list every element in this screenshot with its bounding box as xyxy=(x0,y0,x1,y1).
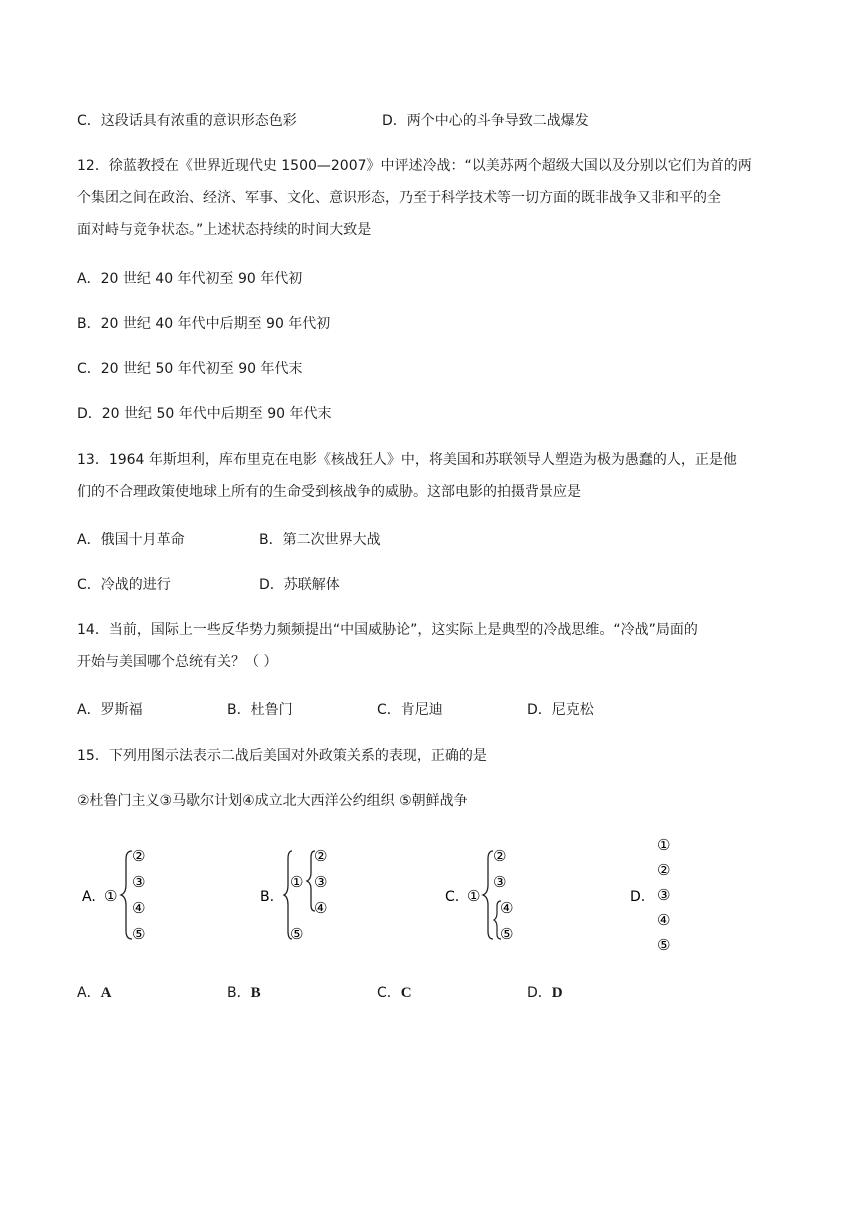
diagram-c-label: C. xyxy=(445,889,460,905)
diagram-a-brace xyxy=(121,851,132,939)
q15-option-d-prefix: D． xyxy=(527,985,552,1001)
diagram-d-n5: ⑤ xyxy=(657,936,671,954)
diagram-b-n4: ④ xyxy=(314,899,328,917)
diagram-a-label: A. xyxy=(82,889,96,905)
q13-option-c: C．冷战的进行 xyxy=(77,577,171,593)
q12-stem-line-2: 个集团之间在政治、经济、军事、文化、意识形态，乃至于科学技术等一切方面的既非战争又非和平的全 xyxy=(77,190,721,206)
q12-stem-line-1: 12．徐蓝教授在《世界近现代史 1500—2007》中评述冷战：“以美苏两个超级大国以及分别以它们为首的两 xyxy=(77,158,752,174)
q14-option-c: C．肯尼迪 xyxy=(377,702,443,718)
diagram-b-n5: ⑤ xyxy=(290,925,304,943)
q15-option-a-prefix: A． xyxy=(77,985,101,1001)
q15-option-d xyxy=(527,983,563,1003)
q13-option-a: A．俄国十月革命 xyxy=(77,532,185,548)
diagram-c-n3: ③ xyxy=(493,873,507,891)
diagram-c-n1: ① xyxy=(467,887,481,905)
q14-option-a: A．罗斯福 xyxy=(77,702,143,718)
diagram-c-n4: ④ xyxy=(500,899,514,917)
q15-option-c-value: C xyxy=(400,985,412,1001)
diagram-c xyxy=(443,835,533,951)
q13-option-b: B．第二次世界大战 xyxy=(259,532,381,548)
q15-option-b xyxy=(227,983,261,1003)
q12-option-a: A．20 世纪 40 年代初至 90 年代初 xyxy=(77,271,303,287)
q11-option-c: C．这段话具有浓重的意识形态色彩 xyxy=(77,113,297,129)
q11-option-d: D．两个中心的斗争导致二战爆发 xyxy=(382,113,589,129)
q13-stem-line-1: 13．1964 年斯坦利，库布里克在电影《核战狂人》中，将美国和苏联领导人塑造为极为愚蠢的人，正是他 xyxy=(77,452,737,468)
q15-option-a-value: A xyxy=(100,985,112,1001)
q14-stem-line-1: 14．当前，国际上一些反华势力频频提出“中国威胁论”，这实际上是典型的冷战思维。“冷战”局面的 xyxy=(77,622,698,638)
q15-stem-line-2: ②杜鲁门主义③马歇尔计划④成立北大西洋公约组织 ⑤朝鲜战争 xyxy=(77,793,468,809)
diagram-c-n5: ⑤ xyxy=(500,925,514,943)
diagram-c-outer-brace xyxy=(483,851,493,939)
diagram-a-n1: ① xyxy=(104,887,118,905)
q15-option-d-value: D xyxy=(551,985,563,1001)
diagram-a-n5: ⑤ xyxy=(132,925,146,943)
diagram-a-n4: ④ xyxy=(132,899,146,917)
diagram-a-n3: ③ xyxy=(132,873,146,891)
diagram-b-label: B. xyxy=(260,889,275,905)
diagram-d-n3: ③ xyxy=(657,886,671,904)
q15-option-a xyxy=(77,983,111,1003)
diagram-d-n2: ② xyxy=(657,861,671,879)
q12-option-d: D．20 世纪 50 年代中后期至 90 年代末 xyxy=(77,406,332,422)
q15-option-b-prefix: B． xyxy=(227,985,251,1001)
q12-stem-line-3: 面对峙与竞争状态。”上述状态持续的时间大致是 xyxy=(77,222,372,238)
q12-option-c: C．20 世纪 50 年代初至 90 年代末 xyxy=(77,361,303,377)
diagram-a-n2: ② xyxy=(132,847,146,865)
q15-stem-line-1: 15．下列用图示法表示二战后美国对外政策关系的表现，正确的是 xyxy=(77,748,487,764)
diagram-d-n4: ④ xyxy=(657,911,671,929)
q15-option-c xyxy=(377,983,412,1003)
q13-stem-line-2: 们的不合理政策使地球上所有的生命受到核战争的威胁。这部电影的拍摄背景应是 xyxy=(77,484,581,500)
q15-option-b-value: B xyxy=(250,985,261,1001)
q13-option-d: D．苏联解体 xyxy=(259,577,340,593)
diagram-d xyxy=(630,835,690,959)
diagram-d-n1: ① xyxy=(657,836,671,854)
diagram-b xyxy=(260,835,350,951)
diagram-d-label: D. xyxy=(630,889,646,905)
diagram-b-n3: ③ xyxy=(314,873,328,891)
q12-option-b: B．20 世纪 40 年代中后期至 90 年代初 xyxy=(77,316,331,332)
q14-option-d: D．尼克松 xyxy=(527,702,594,718)
diagram-c-n2: ② xyxy=(493,847,507,865)
q14-option-b: B．杜鲁门 xyxy=(227,702,293,718)
diagram-b-n2: ② xyxy=(314,847,328,865)
diagram-b-n1: ① xyxy=(290,873,304,891)
q14-stem-line-2: 开始与美国哪个总统有关？（ ） xyxy=(77,654,278,670)
q15-option-c-prefix: C． xyxy=(377,985,401,1001)
diagram-a xyxy=(80,835,170,951)
